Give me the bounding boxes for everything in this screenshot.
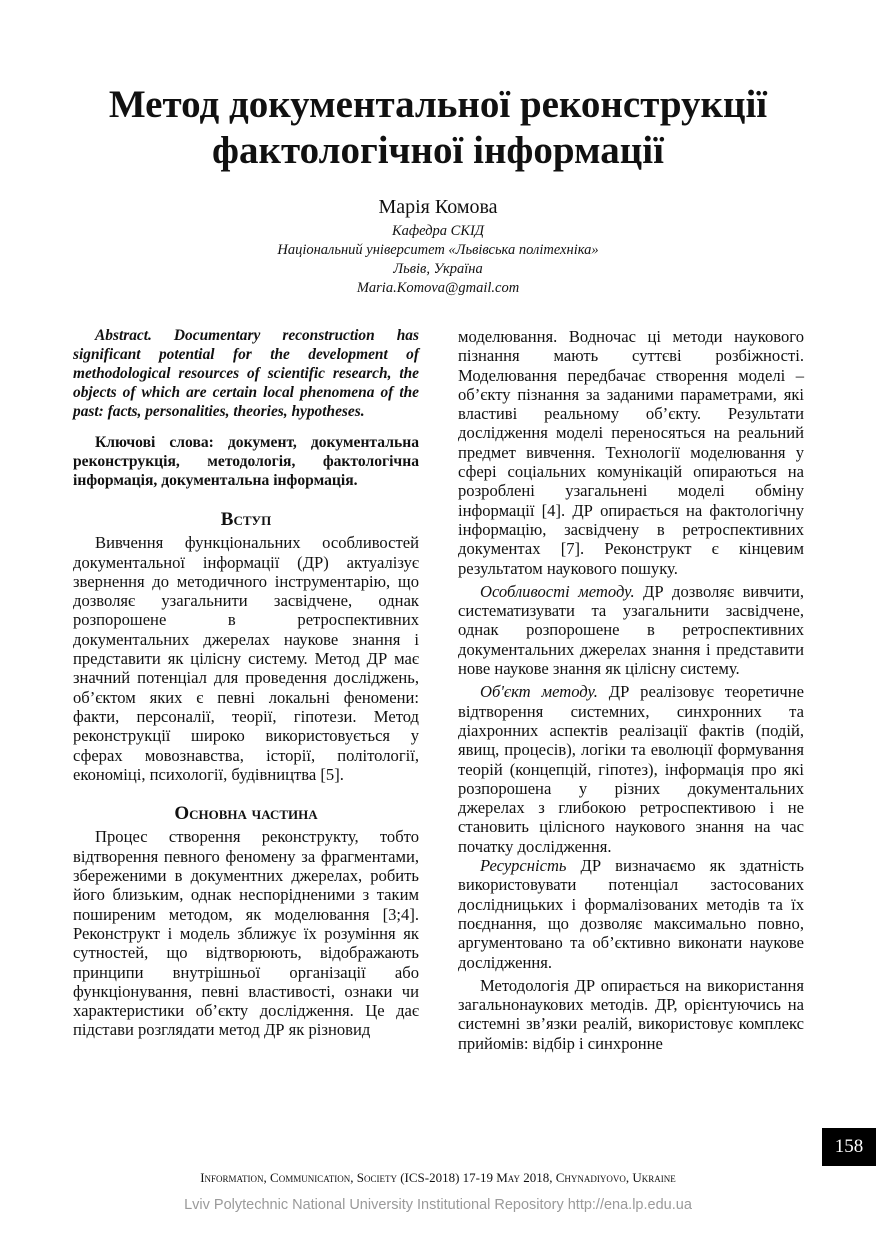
- abstract: Abstract. Documentary reconstruction has significant potential for the development of methodological resources of scientific research, the objects of which are certain local phenomena of the past: facts, personalities, theories, hypotheses.: [73, 327, 419, 420]
- affiliation: [0, 222, 876, 298]
- email: Maria.Komova@gmail.com: [356, 280, 520, 296]
- left-column: [73, 326, 419, 1040]
- repository-watermark: Lviv Polytechnic National University Institutional Repository http://ena.lp.edu.ua: [184, 1197, 692, 1213]
- paragraph-methodology: Методологія ДР опирається на використання загальнонаукових методів. ДР, орієнтуючись на системні зв’язки реалій, використовує комплекс прийомів: відбір і синхронне: [458, 975, 804, 1053]
- features-text: ДР дозволяє вивчити, систематизувати та узагальнити засвідчене, однак розпорошене в ретроспективних документальних джерелах знання і представити нове наукове знання як цілісну систему.: [458, 581, 804, 679]
- department: Кафедра СКІД: [391, 223, 485, 239]
- keywords: Ключові слова: документ, документальна реконструкція, методологія, фактологічна інформація, документальна інформація.: [73, 434, 419, 489]
- paragraph-features: [458, 582, 804, 678]
- paragraph-resources: [458, 856, 804, 972]
- location: Львів, Україна: [393, 261, 483, 277]
- right-column: [458, 327, 804, 1053]
- intro-paragraph: Вивчення функціональних особливостей документальної інформації (ДР) актуалізує звернення до методичного інструментарію, що дозволяє узагальнити засвідчене, однак розпорошене в ретроспективних документальних джерелах наукове знання і представити як цілісну систему. Метод ДР має значний потенціал для проведення досліджень, об’єктом яких є певні локальні феномени: факти, персоналії, теорії, гіпотези. Метод реконструкції широко використовується у сферах мовознавства, історії, політології, економіці, психології, будівництва [5].: [73, 533, 419, 784]
- lead-features: Особливості методу.: [480, 581, 635, 601]
- page-number: 158: [822, 1128, 876, 1166]
- paragraph-modeling: моделювання. Водночас ці методи наукового пізнання мають суттєві розбіжності. Моделювання передбачає створення моделі – об’єкту пізнання за заданими параметрами, які властиві реальному об’єкту. Результати дослідження моделі переносяться на реальний предмет вивчення. Технології моделювання у сфері соціальних комунікацій опираються на розроблені узагальнені моделі обміну інформації [4]. ДР опирається на фактологічну інформацію, засвідчену в ретроспективних документах [7]. Реконструкт є кінцевим результатом наукового пошуку.: [458, 327, 804, 578]
- title-line-2: фактологічної інформації: [212, 129, 664, 172]
- title-line-1: Метод документальної реконструкції: [108, 83, 768, 126]
- lead-resources: Ресурсність: [480, 856, 567, 876]
- university: Національний університет «Львівська політехніка»: [277, 242, 599, 258]
- section-heading-intro: Вступ: [220, 509, 272, 530]
- section-heading-main: Основна частина: [174, 803, 318, 825]
- main-paragraph: Процес створення реконструкту, тобто відтворення певного феномену за фрагментами, збереженими в документних джерелах, робить його близьким, однак неспорідненими з таким поширеним методом, як моделювання [3;4]. Реконструкт і модель зближує їх розуміння як сутностей, що відтворюють, відображають принципи внутрішньої організації або функціонування, певні властивості, ознаки чи характеристики об’єкту дослідження. Це дає підстави розглядати метод ДР як різновид: [73, 827, 419, 1040]
- object-text: ДР реалізовує теоретичне відтворення системних, синхронних та діахронних аспектів реалізації фактів (подій, явищ, процесів), логіки та еволюції формування теорій (концепцій, гіпотез), інформація про які розпорошена у різних документальних джерелах з глибокою ретроспективою і не становить цілісного наукового знання на час початку дослідження.: [458, 682, 804, 856]
- paper-title: [0, 82, 876, 174]
- conference-footer: Information, Communication, Society (ICS-2018) 17-19 May 2018, Chynadiyovo, Ukraine: [200, 1170, 676, 1185]
- lead-object: Об'єкт методу.: [480, 682, 598, 702]
- author-name: Марія Комова: [378, 196, 498, 218]
- resources-text: ДР визначаємо як здатність використовувати потенціал застосованих дослідницьких і формалізованих методів та їх поєднання, що дозволяє максимально повно, аргументовано та об’єктивно виконати наукове дослідження.: [458, 856, 804, 972]
- paragraph-object: [458, 682, 804, 856]
